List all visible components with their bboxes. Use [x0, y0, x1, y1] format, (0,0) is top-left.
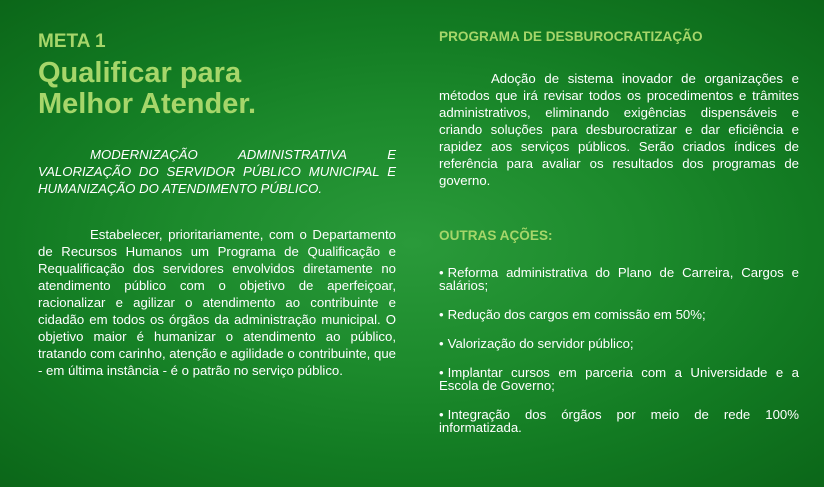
action-text: Implantar cursos em parceria com a Universidade e a Escola de Governo;: [439, 365, 799, 393]
bullet-icon: •: [439, 307, 444, 322]
subtitle: MODERNIZAÇÃO ADMINISTRATIVA E VALORIZAÇÃO DO SERVIDOR PÚBLICO MUNICIPAL E HUMANIZAÇÃO DO ATENDIMENTO PÚBLICO.: [38, 147, 396, 196]
list-item: [439, 366, 799, 392]
action-text: Redução dos cargos em comissão em 50%;: [447, 307, 706, 322]
program-heading: PROGRAMA DE DESBUROCRATIZAÇÃO: [439, 29, 703, 44]
action-text: Valorização do servidor público;: [447, 336, 634, 351]
action-text: Reforma administrativa do Plano de Carreira, Cargos e salários;: [439, 265, 799, 293]
action-text: Integração dos órgãos por meio de rede 100% informatizada.: [439, 407, 799, 435]
title-line-2: Melhor Atender.: [38, 88, 257, 120]
page-title: [38, 58, 256, 120]
bullet-icon: •: [439, 407, 444, 422]
program-body-paragraph: Adoção de sistema inovador de organizações e métodos que irá revisar todos os procedimentos e trâmites administrativos, eliminando exigências dispensáveis e criando soluções para desburocratizar e dar eficiência e rapidez aos serviços públicos. Serão criados índices de referência para avaliar os resultados dos programas de governo.: [439, 71, 799, 188]
meta-body-paragraph: Estabelecer, prioritariamente, com o Departamento de Recursos Humanos um Programa de Qualificação e Requalificação dos servidores envolvidos diretamente no atendimento público com o objetivo de aperfeiçoar, racionalizar e agilizar o atendimento ao contribuinte e cidadão em todos os órgãos da administração municipal. O objetivo maior é humanizar o atendimento ao público, tratando com carinho, atenção e agilidade o contribuinte, que - em última instância - é o patrão no serviço público.: [38, 227, 396, 378]
list-item: [439, 266, 799, 292]
list-item: [439, 308, 799, 321]
bullet-icon: •: [439, 365, 444, 380]
actions-heading: OUTRAS AÇÕES:: [439, 228, 553, 243]
bullet-icon: •: [439, 336, 444, 351]
meta-label: META 1: [38, 31, 106, 52]
list-item: [439, 337, 799, 350]
bullet-icon: •: [439, 265, 444, 280]
list-item: [439, 408, 799, 434]
title-line-1: Qualificar para: [38, 57, 242, 89]
actions-list: [439, 266, 799, 450]
